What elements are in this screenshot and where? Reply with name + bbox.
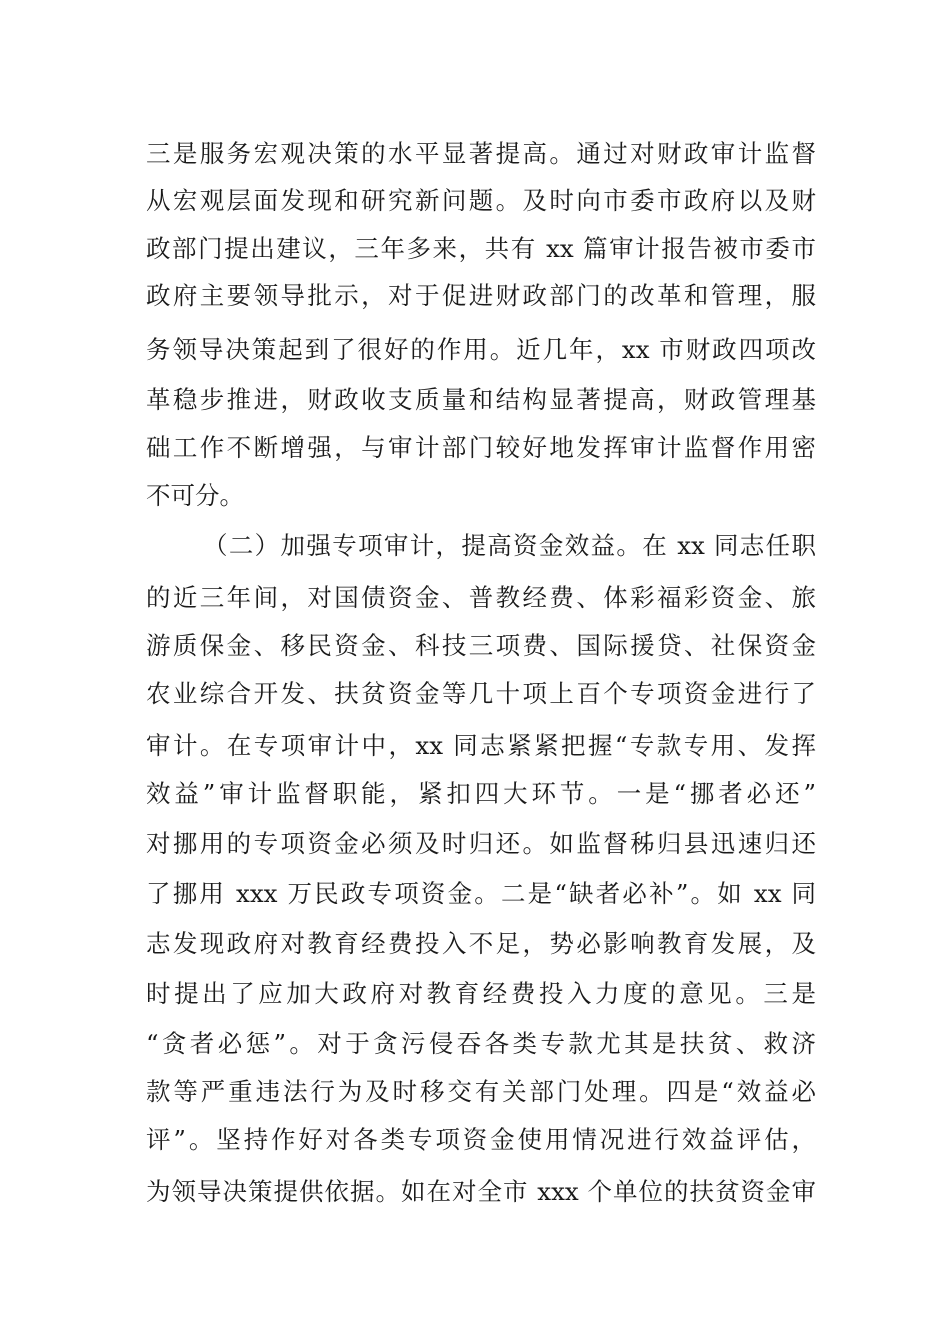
paragraph-heading-line: （二）加强专项审计，提高资金效益。在 xx 同志任职 [203,531,816,560]
paragraph-line: 农业综合开发、扶贫资金等几十项上百个专项资金进行了 [146,679,816,708]
paragraph-line: 三是服务宏观决策的水平显著提高。通过对财政审计监督 [146,139,816,168]
paragraph-line: 时提出了应加大政府对教育经费投入力度的意见。三是 [146,979,816,1008]
paragraph-line: “贪者必惩”。对于贪污侵吞各类专款尤其是扶贫、救济 [146,1029,816,1058]
paragraph-line: 革稳步推进，财政收支质量和结构显著提高，财政管理基 [146,385,816,414]
paragraph-line: 审计。在专项审计中，xx 同志紧紧把握“专款专用、发挥 [146,731,816,760]
paragraph-line: 政部门提出建议，三年多来，共有 xx 篇审计报告被市委市 [146,234,816,263]
paragraph-line: 础工作不断增强，与审计部门较好地发挥审计监督作用密 [146,433,816,462]
paragraph-line: 不可分。 [146,481,244,510]
paragraph-line: 了挪用 xxx 万民政专项资金。二是“缺者必补”。如 xx 同 [146,879,816,908]
paragraph-line: 对挪用的专项资金必须及时归还。如监督秭归县迅速归还 [146,829,816,858]
paragraph-line: 务领导决策起到了很好的作用。近几年，xx 市财政四项改 [146,335,816,364]
paragraph-line: 志发现政府对教育经费投入不足，势必影响教育发展，及 [146,929,816,958]
paragraph-line: 为领导决策提供依据。如在对全市 xxx 个单位的扶贫资金审 [146,1177,816,1206]
paragraph-line: 从宏观层面发现和研究新问题。及时向市委市政府以及财 [146,186,816,215]
paragraph-line: 政府主要领导批示，对于促进财政部门的改革和管理，服 [146,281,816,310]
paragraph-line: 游质保金、移民资金、科技三项费、国际援贷、社保资金 [146,631,816,660]
paragraph-line: 款等严重违法行为及时移交有关部门处理。四是“效益必 [146,1077,816,1106]
paragraph-line: 的近三年间，对国债资金、普教经费、体彩福彩资金、旅 [146,583,816,612]
paragraph-line: 效益”审计监督职能，紧扣四大环节。一是“挪者必还” [146,779,816,808]
paragraph-line: 评”。坚持作好对各类专项资金使用情况进行效益评估， [146,1125,816,1154]
